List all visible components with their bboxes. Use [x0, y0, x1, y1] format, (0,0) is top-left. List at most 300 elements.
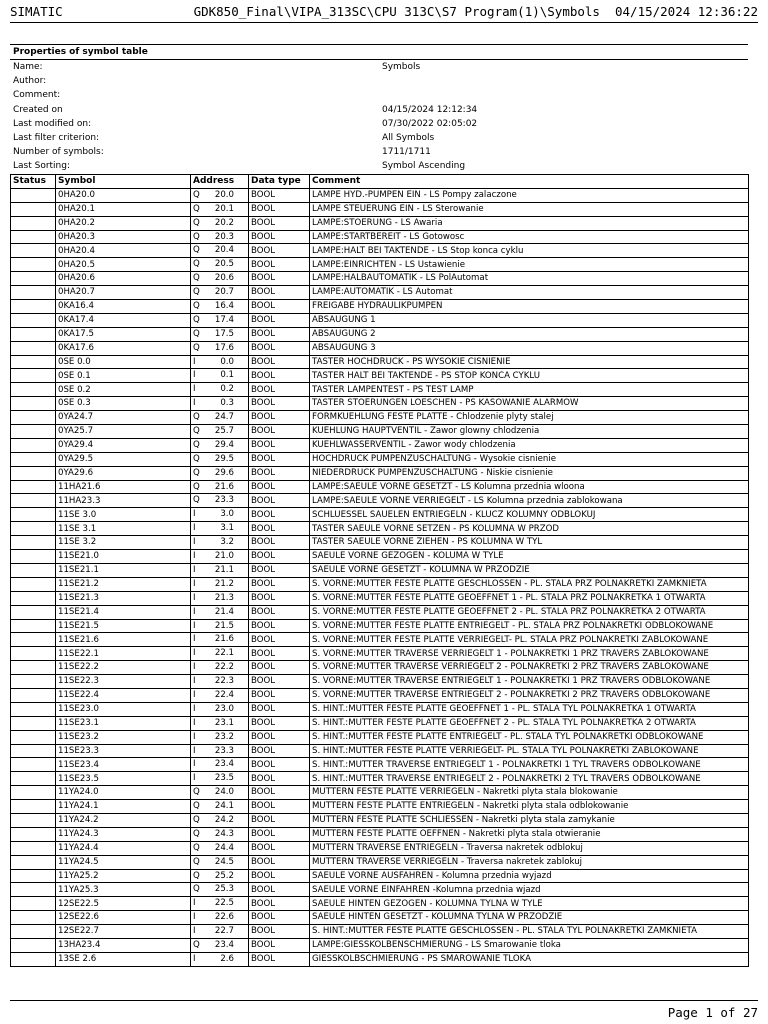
- comment-cell: LAMPE:SAEULE VORNE GESETZT - LS Kolumna przednia wloona: [310, 480, 749, 494]
- datatype-cell: BOOL: [249, 411, 310, 425]
- symbol-cell: 0HA20.1: [56, 202, 191, 216]
- address-number: 17.6: [214, 342, 234, 353]
- comment-cell: S. VORNE:MUTTER FESTE PLATTE VERRIEGELT- PL. STALA PRZ POLNAKRETKI ZABLOKOWANE: [310, 633, 749, 647]
- col-status-header: Status: [11, 175, 56, 189]
- comment-cell: S. VORNE:MUTTER FESTE PLATTE ENTRIEGELT - PL. STALA PRZ POLNAKRETKI ODBLOKOWANE: [310, 619, 749, 633]
- table-row: [11, 827, 749, 841]
- address-area: Q: [193, 495, 200, 506]
- table-row: [11, 911, 749, 925]
- status-cell: [11, 841, 56, 855]
- property-row: [10, 117, 748, 131]
- symbol-table: [10, 174, 749, 967]
- address-number: 3.2: [220, 537, 234, 548]
- comment-cell: S. VORNE:MUTTER FESTE PLATTE GEOEFFNET 2 - PL. STALA PRZ POLNAKRETKA 2 OTWARTA: [310, 605, 749, 619]
- symbol-cell: 0SE 0.3: [56, 397, 191, 411]
- address-number: 16.4: [214, 301, 234, 312]
- address-number: 23.4: [214, 759, 234, 770]
- status-cell: [11, 313, 56, 327]
- status-cell: [11, 633, 56, 647]
- datatype-cell: BOOL: [249, 605, 310, 619]
- address-cell: [191, 952, 249, 966]
- address-cell: [191, 383, 249, 397]
- comment-cell: LAMPE:STARTBEREIT - LS Gotowosc: [310, 230, 749, 244]
- symbol-cell: 11SE23.2: [56, 730, 191, 744]
- table-row: [11, 897, 749, 911]
- comment-cell: S. HINT.:MUTTER FESTE PLATTE VERRIEGELT- PL. STALA TYL POLNAKRETKI ZABLOKOWANE: [310, 744, 749, 758]
- symbol-cell: 11SE23.3: [56, 744, 191, 758]
- address-area: I: [193, 523, 196, 534]
- address-cell: [191, 744, 249, 758]
- property-row: [10, 159, 748, 173]
- symbol-cell: 0HA20.5: [56, 258, 191, 272]
- address-number: 24.4: [214, 842, 234, 853]
- address-area: I: [193, 648, 196, 659]
- status-cell: [11, 813, 56, 827]
- comment-cell: SCHLUESSEL SAUELEN ENTRIEGELN - KLUCZ KOLUMNY ODBLOKUJ: [310, 508, 749, 522]
- address-cell: [191, 730, 249, 744]
- status-cell: [11, 452, 56, 466]
- table-row: [11, 397, 749, 411]
- address-number: 20.7: [214, 287, 234, 298]
- table-row: [11, 369, 749, 383]
- comment-cell: SAEULE HINTEN GEZOGEN - KOLUMNA TYLNA W TYLE: [310, 897, 749, 911]
- comment-cell: SAEULE HINTEN GESETZT - KOLUMNA TYLNA W PRZODZIE: [310, 911, 749, 925]
- datatype-cell: BOOL: [249, 216, 310, 230]
- address-number: 21.1: [214, 564, 234, 575]
- symbol-cell: 0SE 0.1: [56, 369, 191, 383]
- comment-cell: S. HINT.:MUTTER FESTE PLATTE GESCHLOSSEN - PL. STALA TYL POLNAKRETKI ZAMKNIETA: [310, 925, 749, 939]
- address-cell: [191, 563, 249, 577]
- address-cell: [191, 675, 249, 689]
- address-area: Q: [193, 939, 200, 950]
- address-area: I: [193, 384, 196, 395]
- symbol-cell: 0SE 0.2: [56, 383, 191, 397]
- datatype-cell: BOOL: [249, 730, 310, 744]
- address-number: 22.6: [214, 912, 234, 923]
- address-area: I: [193, 759, 196, 770]
- comment-cell: S. VORNE:MUTTER FESTE PLATTE GEOEFFNET 1 - PL. STALA PRZ POLNAKRETKA 1 OTWARTA: [310, 591, 749, 605]
- address-area: Q: [193, 870, 200, 881]
- status-cell: [11, 883, 56, 897]
- address-number: 0.3: [220, 398, 234, 409]
- comment-cell: MUTTERN FESTE PLATTE VERRIEGELN - Nakretki plyta stala blokowanie: [310, 786, 749, 800]
- status-cell: [11, 466, 56, 480]
- datatype-cell: BOOL: [249, 202, 310, 216]
- datatype-cell: BOOL: [249, 883, 310, 897]
- property-row: [10, 74, 748, 88]
- datatype-cell: BOOL: [249, 786, 310, 800]
- address-cell: [191, 522, 249, 536]
- address-number: 23.5: [214, 773, 234, 784]
- table-row: [11, 675, 749, 689]
- address-cell: [191, 425, 249, 439]
- status-cell: [11, 925, 56, 939]
- address-cell: [191, 452, 249, 466]
- address-area: Q: [193, 453, 200, 464]
- symbol-cell: 11SE22.4: [56, 688, 191, 702]
- address-cell: [191, 369, 249, 383]
- status-cell: [11, 230, 56, 244]
- property-row: [10, 60, 748, 74]
- address-area: Q: [193, 273, 200, 284]
- table-row: [11, 300, 749, 314]
- symbol-cell: 11YA24.3: [56, 827, 191, 841]
- comment-cell: FORMKUEHLUNG FESTE PLATTE - Chlodzenie plyty stalej: [310, 411, 749, 425]
- property-value: 1711/1711: [382, 147, 431, 158]
- symbol-cell: 0HA20.6: [56, 272, 191, 286]
- table-row: [11, 202, 749, 216]
- status-cell: [11, 425, 56, 439]
- table-row: [11, 494, 749, 508]
- datatype-cell: BOOL: [249, 230, 310, 244]
- property-label: Created on: [13, 104, 63, 115]
- property-label: Last modified on:: [13, 118, 92, 129]
- status-cell: [11, 952, 56, 966]
- symbol-cell: 11SE22.3: [56, 675, 191, 689]
- comment-cell: LAMPE:AUTOMATIK - LS Automat: [310, 286, 749, 300]
- symbol-cell: 13SE 2.6: [56, 952, 191, 966]
- address-cell: [191, 758, 249, 772]
- table-row: [11, 772, 749, 786]
- symbol-cell: 11SE 3.0: [56, 508, 191, 522]
- symbol-cell: 13HA23.4: [56, 938, 191, 952]
- address-number: 29.5: [214, 453, 234, 464]
- table-row: [11, 480, 749, 494]
- address-cell: [191, 216, 249, 230]
- address-area: I: [193, 578, 196, 589]
- table-row: [11, 869, 749, 883]
- status-cell: [11, 744, 56, 758]
- symbol-cell: 0YA29.5: [56, 452, 191, 466]
- status-cell: [11, 188, 56, 202]
- address-number: 24.7: [214, 412, 234, 423]
- symbol-cell: 0KA17.6: [56, 341, 191, 355]
- status-cell: [11, 675, 56, 689]
- page-number: Page 1 of 27: [667, 1005, 758, 1020]
- address-cell: [191, 341, 249, 355]
- comment-cell: TASTER SAEULE VORNE SETZEN - PS KOLUMNA W PRZOD: [310, 522, 749, 536]
- table-row: [11, 744, 749, 758]
- datatype-cell: BOOL: [249, 397, 310, 411]
- address-number: 3.0: [220, 509, 234, 520]
- symbol-cell: 11HA23.3: [56, 494, 191, 508]
- table-row: [11, 522, 749, 536]
- address-cell: [191, 619, 249, 633]
- symbol-cell: 11YA24.1: [56, 800, 191, 814]
- datatype-cell: BOOL: [249, 800, 310, 814]
- symbol-cell: 0HA20.3: [56, 230, 191, 244]
- address-number: 22.2: [214, 662, 234, 673]
- comment-cell: SAEULE VORNE GEZOGEN - KOLUMA W TYLE: [310, 550, 749, 564]
- table-row: [11, 577, 749, 591]
- address-cell: [191, 827, 249, 841]
- table-row: [11, 758, 749, 772]
- table-row: [11, 244, 749, 258]
- address-area: I: [193, 676, 196, 687]
- symbol-cell: 0KA17.4: [56, 313, 191, 327]
- address-number: 0.0: [220, 356, 234, 367]
- comment-cell: FREIGABE HYDRAULIKPUMPEN: [310, 300, 749, 314]
- address-area: Q: [193, 217, 200, 228]
- address-cell: [191, 647, 249, 661]
- address-area: Q: [193, 481, 200, 492]
- status-cell: [11, 216, 56, 230]
- address-number: 20.4: [214, 245, 234, 256]
- symbol-cell: 11HA21.6: [56, 480, 191, 494]
- datatype-cell: BOOL: [249, 258, 310, 272]
- comment-cell: ABSAUGUNG 1: [310, 313, 749, 327]
- address-number: 29.4: [214, 439, 234, 450]
- property-label: Last filter criterion:: [13, 132, 100, 143]
- status-cell: [11, 369, 56, 383]
- status-cell: [11, 397, 56, 411]
- symbol-cell: 11SE23.1: [56, 716, 191, 730]
- address-cell: [191, 702, 249, 716]
- status-cell: [11, 300, 56, 314]
- table-row: [11, 591, 749, 605]
- datatype-cell: BOOL: [249, 383, 310, 397]
- address-area: I: [193, 662, 196, 673]
- address-area: Q: [193, 814, 200, 825]
- address-area: Q: [193, 842, 200, 853]
- symbol-cell: 11YA24.4: [56, 841, 191, 855]
- address-number: 23.1: [214, 717, 234, 728]
- table-row: [11, 508, 749, 522]
- address-cell: [191, 202, 249, 216]
- comment-cell: HOCHDRUCK PUMPENZUSCHALTUNG - Wysokie cisnienie: [310, 452, 749, 466]
- address-area: I: [193, 564, 196, 575]
- address-cell: [191, 272, 249, 286]
- comment-cell: LAMPE HYD.-PUMPEN EIN - LS Pompy zalaczone: [310, 188, 749, 202]
- datatype-cell: BOOL: [249, 480, 310, 494]
- table-row: [11, 327, 749, 341]
- symbol-cell: 0KA17.5: [56, 327, 191, 341]
- datatype-cell: BOOL: [249, 813, 310, 827]
- datatype-cell: BOOL: [249, 716, 310, 730]
- address-number: 25.2: [214, 870, 234, 881]
- address-number: 21.0: [214, 551, 234, 562]
- address-cell: [191, 411, 249, 425]
- status-cell: [11, 688, 56, 702]
- header-rule: [10, 22, 758, 23]
- symbol-cell: 11SE21.2: [56, 577, 191, 591]
- address-area: I: [193, 689, 196, 700]
- address-number: 24.5: [214, 856, 234, 867]
- datatype-cell: BOOL: [249, 508, 310, 522]
- comment-cell: LAMPE:SAEULE VORNE VERRIEGELT - LS Kolumna przednia zablokowana: [310, 494, 749, 508]
- symbol-cell: 11SE21.3: [56, 591, 191, 605]
- col-datatype-header: Data type: [249, 175, 310, 189]
- status-cell: [11, 438, 56, 452]
- address-number: 24.0: [214, 787, 234, 798]
- table-row: [11, 286, 749, 300]
- property-row: [10, 131, 748, 145]
- address-cell: [191, 716, 249, 730]
- table-row: [11, 702, 749, 716]
- symbol-cell: 11SE 3.1: [56, 522, 191, 536]
- table-row: [11, 688, 749, 702]
- status-cell: [11, 411, 56, 425]
- datatype-cell: BOOL: [249, 577, 310, 591]
- comment-cell: KUEHLUNG HAUPTVENTIL - Zawor glowny chlodzenia: [310, 425, 749, 439]
- address-area: I: [193, 912, 196, 923]
- address-number: 22.1: [214, 648, 234, 659]
- comment-cell: LAMPE:EINRICHTEN - LS Ustawienie: [310, 258, 749, 272]
- table-row: [11, 341, 749, 355]
- table-row: [11, 425, 749, 439]
- symbol-cell: 11SE21.6: [56, 633, 191, 647]
- table-row: [11, 411, 749, 425]
- address-area: I: [193, 926, 196, 937]
- datatype-cell: BOOL: [249, 188, 310, 202]
- address-cell: [191, 883, 249, 897]
- address-area: I: [193, 703, 196, 714]
- properties-block: [10, 44, 748, 174]
- address-cell: [191, 313, 249, 327]
- symbol-cell: 11YA25.3: [56, 883, 191, 897]
- status-cell: [11, 272, 56, 286]
- symbol-cell: 0YA29.4: [56, 438, 191, 452]
- address-area: Q: [193, 301, 200, 312]
- header-path-timestamp: GDK850_Final\VIPA_313SC\CPU 313C\S7 Program(1)\Symbols 04/15/2024 12:36:22: [193, 4, 758, 19]
- table-row: [11, 536, 749, 550]
- address-number: 20.5: [214, 259, 234, 270]
- symbol-table-body: [11, 188, 749, 966]
- address-cell: [191, 355, 249, 369]
- property-value: 07/30/2022 02:05:02: [382, 118, 478, 129]
- address-number: 3.1: [220, 523, 234, 534]
- comment-cell: MUTTERN FESTE PLATTE SCHLIESSEN - Nakretki plyta stala zamykanie: [310, 813, 749, 827]
- status-cell: [11, 619, 56, 633]
- datatype-cell: BOOL: [249, 452, 310, 466]
- address-area: I: [193, 537, 196, 548]
- table-row: [11, 841, 749, 855]
- status-cell: [11, 772, 56, 786]
- status-cell: [11, 897, 56, 911]
- table-row: [11, 313, 749, 327]
- comment-cell: S. VORNE:MUTTER TRAVERSE ENTRIEGELT 1 - POLNAKRETKI 1 PRZ TRAVERS ODBLOKOWANE: [310, 675, 749, 689]
- datatype-cell: BOOL: [249, 841, 310, 855]
- property-row: [10, 145, 748, 159]
- address-number: 24.2: [214, 814, 234, 825]
- address-area: Q: [193, 828, 200, 839]
- address-number: 23.2: [214, 731, 234, 742]
- property-row: [10, 88, 748, 102]
- status-cell: [11, 522, 56, 536]
- address-number: 0.2: [220, 384, 234, 395]
- table-row: [11, 716, 749, 730]
- table-row: [11, 661, 749, 675]
- address-cell: [191, 938, 249, 952]
- symbol-cell: 12SE22.7: [56, 925, 191, 939]
- address-cell: [191, 508, 249, 522]
- address-area: Q: [193, 287, 200, 298]
- symbol-cell: 11YA24.0: [56, 786, 191, 800]
- address-area: I: [193, 731, 196, 742]
- property-label: Author:: [13, 76, 47, 87]
- address-area: Q: [193, 189, 200, 200]
- address-cell: [191, 230, 249, 244]
- comment-cell: S. HINT.:MUTTER FESTE PLATTE ENTRIEGELT - PL. STALA TYL POLNAKRETKI ODBLOKOWANE: [310, 730, 749, 744]
- symbol-cell: 0HA20.7: [56, 286, 191, 300]
- symbol-cell: 11SE22.1: [56, 647, 191, 661]
- status-cell: [11, 327, 56, 341]
- address-number: 20.1: [214, 203, 234, 214]
- table-row: [11, 466, 749, 480]
- table-row: [11, 883, 749, 897]
- property-value: All Symbols: [382, 132, 435, 143]
- address-cell: [191, 286, 249, 300]
- symbol-cell: 0HA20.4: [56, 244, 191, 258]
- comment-cell: SAEULE VORNE GESETZT - KOLUMNA W PRZODZIE: [310, 563, 749, 577]
- status-cell: [11, 716, 56, 730]
- address-number: 21.5: [214, 620, 234, 631]
- symbol-cell: 11SE22.2: [56, 661, 191, 675]
- address-number: 22.7: [214, 926, 234, 937]
- symbol-cell: 11YA25.2: [56, 869, 191, 883]
- table-row: [11, 925, 749, 939]
- table-row: [11, 938, 749, 952]
- address-cell: [191, 800, 249, 814]
- datatype-cell: BOOL: [249, 341, 310, 355]
- status-cell: [11, 563, 56, 577]
- address-area: I: [193, 370, 196, 381]
- address-cell: [191, 813, 249, 827]
- datatype-cell: BOOL: [249, 869, 310, 883]
- symbol-cell: 11SE21.0: [56, 550, 191, 564]
- datatype-cell: BOOL: [249, 466, 310, 480]
- address-cell: [191, 841, 249, 855]
- address-number: 20.3: [214, 231, 234, 242]
- comment-cell: NIEDERDRUCK PUMPENZUSCHALTUNG - Niskie cisnienie: [310, 466, 749, 480]
- table-row: [11, 272, 749, 286]
- datatype-cell: BOOL: [249, 661, 310, 675]
- status-cell: [11, 258, 56, 272]
- address-cell: [191, 591, 249, 605]
- status-cell: [11, 536, 56, 550]
- datatype-cell: BOOL: [249, 633, 310, 647]
- comment-cell: ABSAUGUNG 2: [310, 327, 749, 341]
- datatype-cell: BOOL: [249, 327, 310, 341]
- address-cell: [191, 869, 249, 883]
- report-header: [10, 4, 758, 22]
- status-cell: [11, 605, 56, 619]
- address-cell: [191, 925, 249, 939]
- datatype-cell: BOOL: [249, 855, 310, 869]
- col-comment-header: Comment: [310, 175, 749, 189]
- property-label: Comment:: [13, 90, 61, 101]
- status-cell: [11, 911, 56, 925]
- address-cell: [191, 786, 249, 800]
- address-area: Q: [193, 231, 200, 242]
- address-cell: [191, 244, 249, 258]
- comment-cell: SAEULE VORNE AUSFAHREN - Kolumna przednia wyjazd: [310, 869, 749, 883]
- property-value: Symbols: [382, 62, 421, 72]
- status-cell: [11, 494, 56, 508]
- address-cell: [191, 772, 249, 786]
- address-area: I: [193, 898, 196, 909]
- status-cell: [11, 730, 56, 744]
- address-number: 20.6: [214, 273, 234, 284]
- symbol-cell: 12SE22.6: [56, 911, 191, 925]
- table-row: [11, 452, 749, 466]
- comment-cell: MUTTERN TRAVERSE VERRIEGELN - Traversa nakretek zablokuj: [310, 855, 749, 869]
- address-cell: [191, 855, 249, 869]
- table-row: [11, 647, 749, 661]
- comment-cell: LAMPE:HALBAUTOMATIK - LS PolAutomat: [310, 272, 749, 286]
- footer-rule: [10, 1000, 758, 1001]
- address-number: 22.5: [214, 898, 234, 909]
